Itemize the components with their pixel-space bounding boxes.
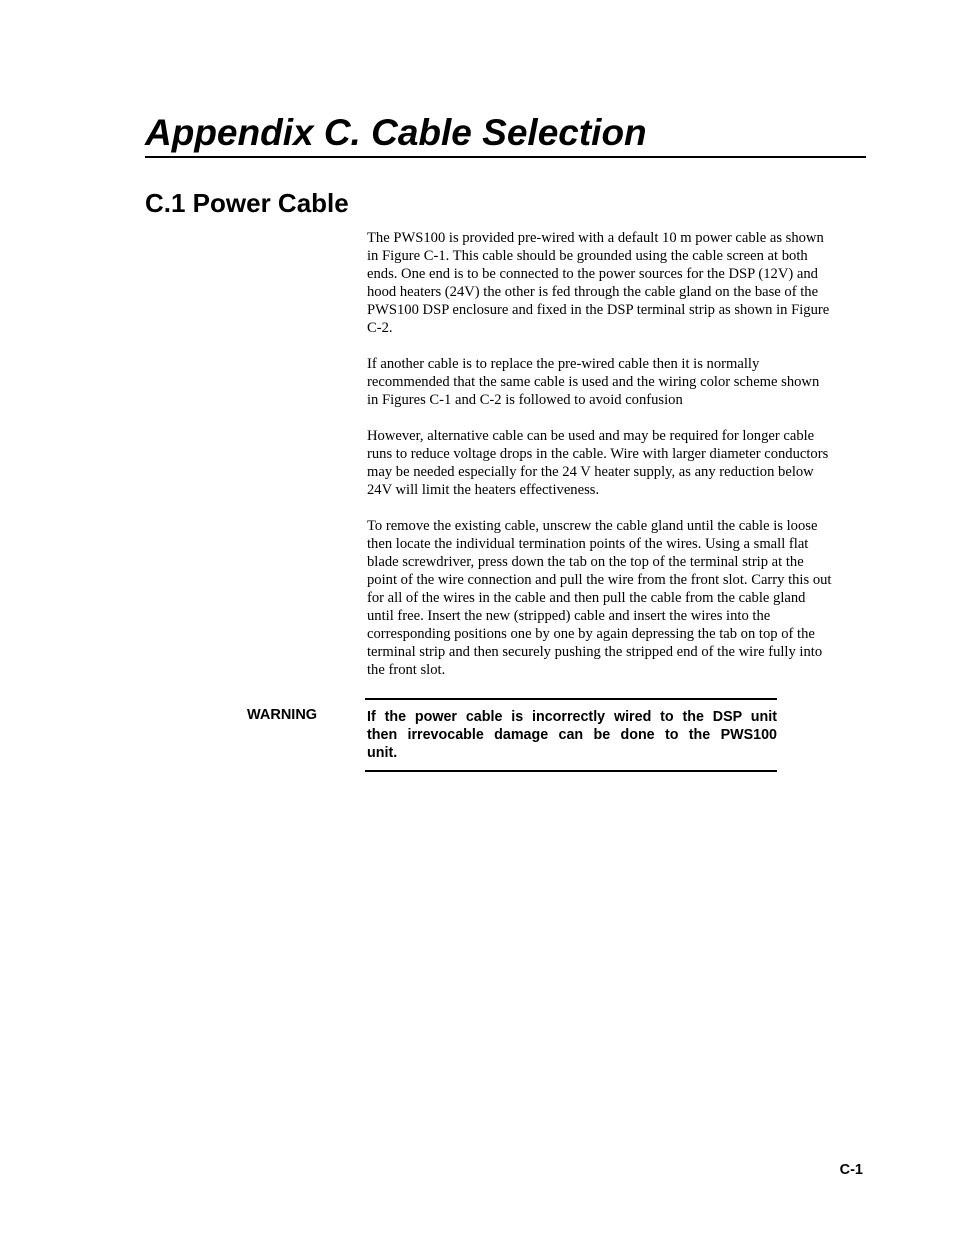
text-line: point of the wire connection and pull the wire from the front slot. Carry this out	[367, 572, 832, 588]
warning-text-line: then irrevocable damage can be done to the PWS100	[367, 727, 777, 743]
text-line: the front slot.	[367, 662, 446, 678]
text-line: C-2.	[367, 320, 393, 336]
warning-box	[365, 698, 777, 772]
text-line: in Figures C-1 and C-2 is followed to avoid confusion	[367, 392, 683, 408]
text-line: PWS100 DSP enclosure and fixed in the DSP terminal strip as shown in Figure	[367, 302, 830, 318]
text-line: recommended that the same cable is used and the wiring color scheme shown	[367, 374, 820, 390]
warning-text-line: If the power cable is incorrectly wired to the DSP unit	[367, 709, 777, 725]
text-line: runs to reduce voltage drops in the cable. Wire with larger diameter conductors	[367, 446, 829, 462]
warning-text-line: unit.	[367, 745, 398, 761]
warning-label: WARNING	[247, 707, 318, 723]
text-line: 24V will limit the heaters effectiveness.	[367, 482, 600, 498]
text-line: To remove the existing cable, unscrew the cable gland until the cable is loose	[367, 518, 818, 534]
body-text	[367, 229, 866, 697]
text-line: However, alternative cable can be used and may be required for longer cable	[367, 428, 815, 444]
text-line: If another cable is to replace the pre-wired cable then it is normally	[367, 356, 760, 372]
page-title: Appendix C. Cable Selection	[145, 110, 866, 158]
text-line: corresponding positions one by one by again depressing the tab on top of the	[367, 626, 815, 642]
page-number: C-1	[839, 1162, 863, 1178]
paragraph	[367, 355, 866, 409]
text-line: hood heaters (24V) the other is fed through the cable gland on the base of the	[367, 284, 819, 300]
text-line: blade screwdriver, press down the tab on the top of the terminal strip at the	[367, 554, 804, 570]
paragraph	[367, 229, 866, 337]
section-title: C.1 Power Cable	[145, 188, 349, 218]
text-line: terminal strip and then securely pushing the stripped end of the wire fully into	[367, 644, 823, 660]
text-line: then locate the individual termination points of the wires. Using a small flat	[367, 536, 809, 552]
text-line: may be needed especially for the 24 V heater supply, as any reduction below	[367, 464, 814, 480]
text-line: ends. One end is to be connected to the power sources for the DSP (12V) and	[367, 266, 818, 282]
text-line: until free. Insert the new (stripped) cable and insert the wires into the	[367, 608, 771, 624]
paragraph	[367, 517, 866, 679]
text-line: for all of the wires in the cable and then pull the cable from the cable gland	[367, 590, 806, 606]
text-line: in Figure C-1. This cable should be grounded using the cable screen at both	[367, 248, 808, 264]
paragraph	[367, 427, 866, 499]
text-line: The PWS100 is provided pre-wired with a default 10 m power cable as shown	[367, 230, 824, 246]
